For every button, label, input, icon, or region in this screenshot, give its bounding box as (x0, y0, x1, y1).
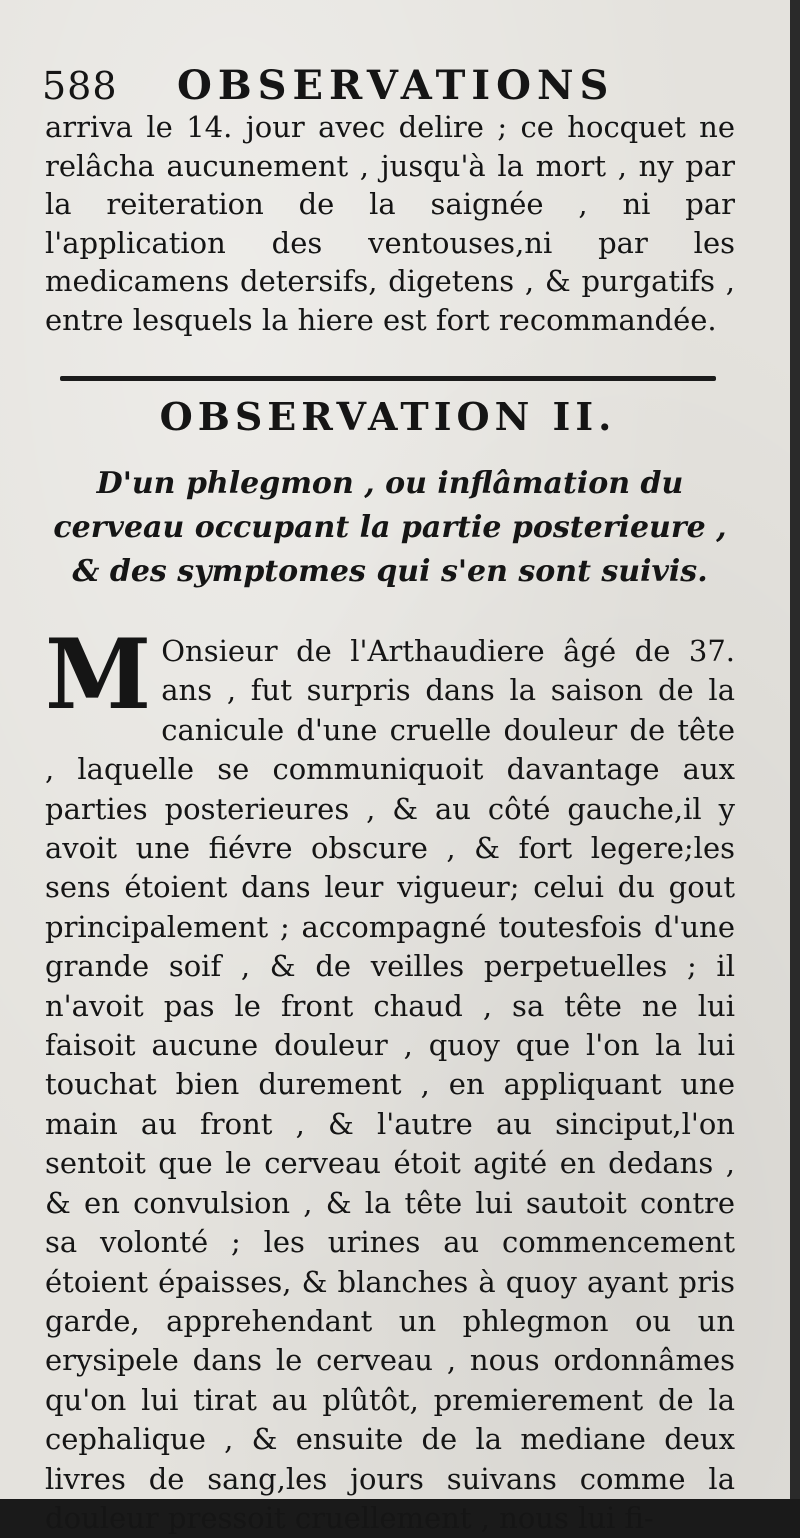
observation-subtitle: D'un phlegmon , ou inflâmation du cerveau occupant la partie posterieure , & des symptomes qui s'en sont suivis. (53, 466, 727, 589)
observation-heading: OBSERVATION II. (159, 394, 617, 439)
observation-body-text: Onsieur de l'Arthaudiere âgé de 37. ans , fut surpris dans la saison de la canicule d'une cruelle douleur de tête , laquelle se communiquoit davantage aux parties posterieures , & au côté gauche,il y avoit une fiévre obscure , & fort legere;les sens étoient dans leur vigueur; celui du gout principalement ; accompagné toutesfois d'une grande soif , & de veilles perpetuelles ; il n'avoit pas le front chaud , sa tête ne lui faisoit aucune douleur , quoy que l'on la lui touchat bien durement , en appliquant une main au front , & l'autre au sinciput,l'on sentoit que le cerveau étoit agité en dedans , & en convulsion , & la tête lui sautoit contre sa volonté ; les urines au commencement étoient épaisses, & blanches à quoy ayant pris garde, apprehendant un phlegmon ou un erysipele dans le cerveau , nous ordonnâmes qu'on lui tirat au plûtôt, premierement de la cephalique , & ensuite de la mediane deux livres de sang,les jours suivans comme la douleur pressoit cruellement , nous lui fi- (45, 634, 735, 1535)
running-head (42, 56, 742, 116)
continued-paragraph: arriva le 14. jour avec delire ; ce hocquet ne relâcha aucunement , jusqu'à la mort , ny par la reiteration de la saignée , ni par l'application des ventouses,ni par les medicamens detersifs, digetens , & purgatifs , entre lesquels la hiere est fort recommandée. (45, 110, 735, 337)
page-number: 588 (42, 64, 118, 108)
page-edge-shadow (790, 0, 800, 1499)
running-title: OBSERVATIONS (177, 62, 615, 109)
section-divider (60, 376, 716, 381)
observation-body (45, 618, 735, 1538)
drop-cap: M (45, 618, 152, 731)
